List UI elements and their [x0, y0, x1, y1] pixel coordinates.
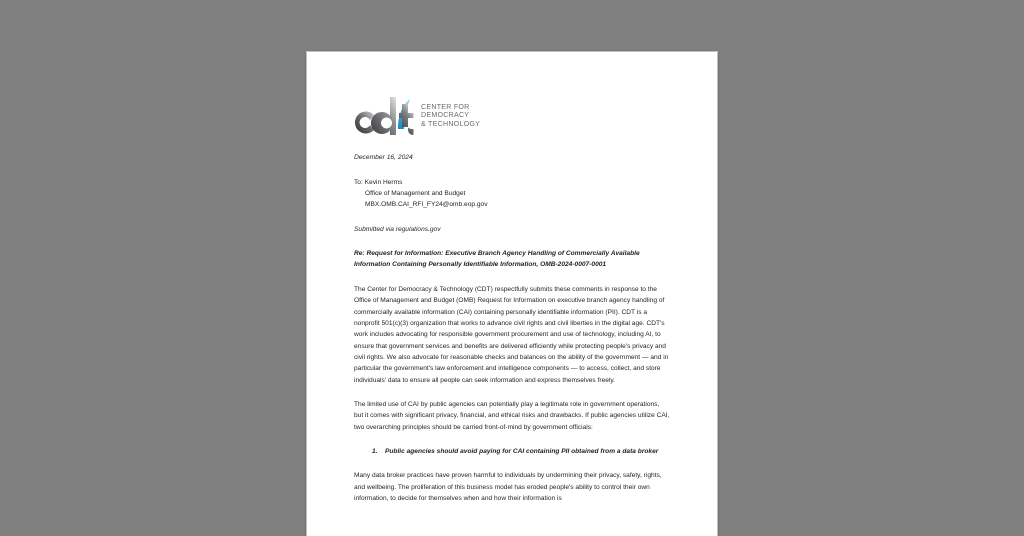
list-item-number: 1. — [372, 447, 378, 455]
numbered-list-item — [354, 446, 670, 457]
document-page — [307, 52, 717, 536]
subject-line: Re: Request for Information: Executive Branch Agency Handling of Commercially Available Information Containing Personally Identifiable Information, OMB-2024-0007-0001 — [354, 249, 640, 268]
list-item-text: Public agencies should avoid paying for CAI containing PII obtained from a data broker — [385, 447, 659, 455]
cdt-logo — [354, 94, 670, 138]
submitted-via-line: Submitted via regulations.gov — [354, 225, 441, 233]
tagline-line-3: & TECHNOLOGY — [421, 119, 481, 128]
body-paragraph: The Center for Democracy & Technology (CDT) respectfully submits these comments in response to the Office of Management and Budget (OMB) Request for Information on executive branch agency handling of commercially available information (CAI) containing personally identifiable information (PII). CDT is a nonprofit 501(c)(3) organization that works to advance civil rights and civil liberties in the digital age. CDT's work includes advocating for responsible government procurement and use of technology, including AI, to ensure that government services and benefits are delivered efficiently while protecting people's privacy and civil rights. We also advocate for reasonable checks and balances on the ability of the government — and in particular the government's law enforcement and intelligence components — to access, collect, and store individuals' data to ensure all people can seek information and express themselves freely. — [354, 285, 669, 384]
recipient-organization: Office of Management and Budget — [365, 189, 466, 197]
tagline-line-1: CENTER FOR — [421, 103, 470, 111]
recipient-email: MBX.OMB.CAI_RFI_FY24@omb.eop.gov — [365, 201, 488, 209]
recipient-name: To: Kevin Herms — [354, 178, 403, 186]
cdt-logo-mark-icon — [354, 94, 414, 138]
cdt-logo-tagline — [421, 94, 480, 128]
body-paragraph: The limited use of CAI by public agencies can potentially play a legitimate role in government operations, but it comes with significant privacy, financial, and ethical risks and drawbacks. If public agencies utilize CAI, two overarching principles should be carried front-of-mind by government officials: — [354, 400, 670, 431]
tagline-line-2: DEMOCRACY — [421, 111, 470, 120]
letter-date: December 16, 2024 — [354, 154, 413, 161]
body-paragraph: Many data broker practices have proven harmful to individuals by undermining their privacy, safety, rights, and wellbeing. The proliferation of this business model has eroded people's ability to control their own information, to decide for themselves when and how their information is — [354, 472, 662, 502]
recipient-block — [354, 177, 670, 211]
